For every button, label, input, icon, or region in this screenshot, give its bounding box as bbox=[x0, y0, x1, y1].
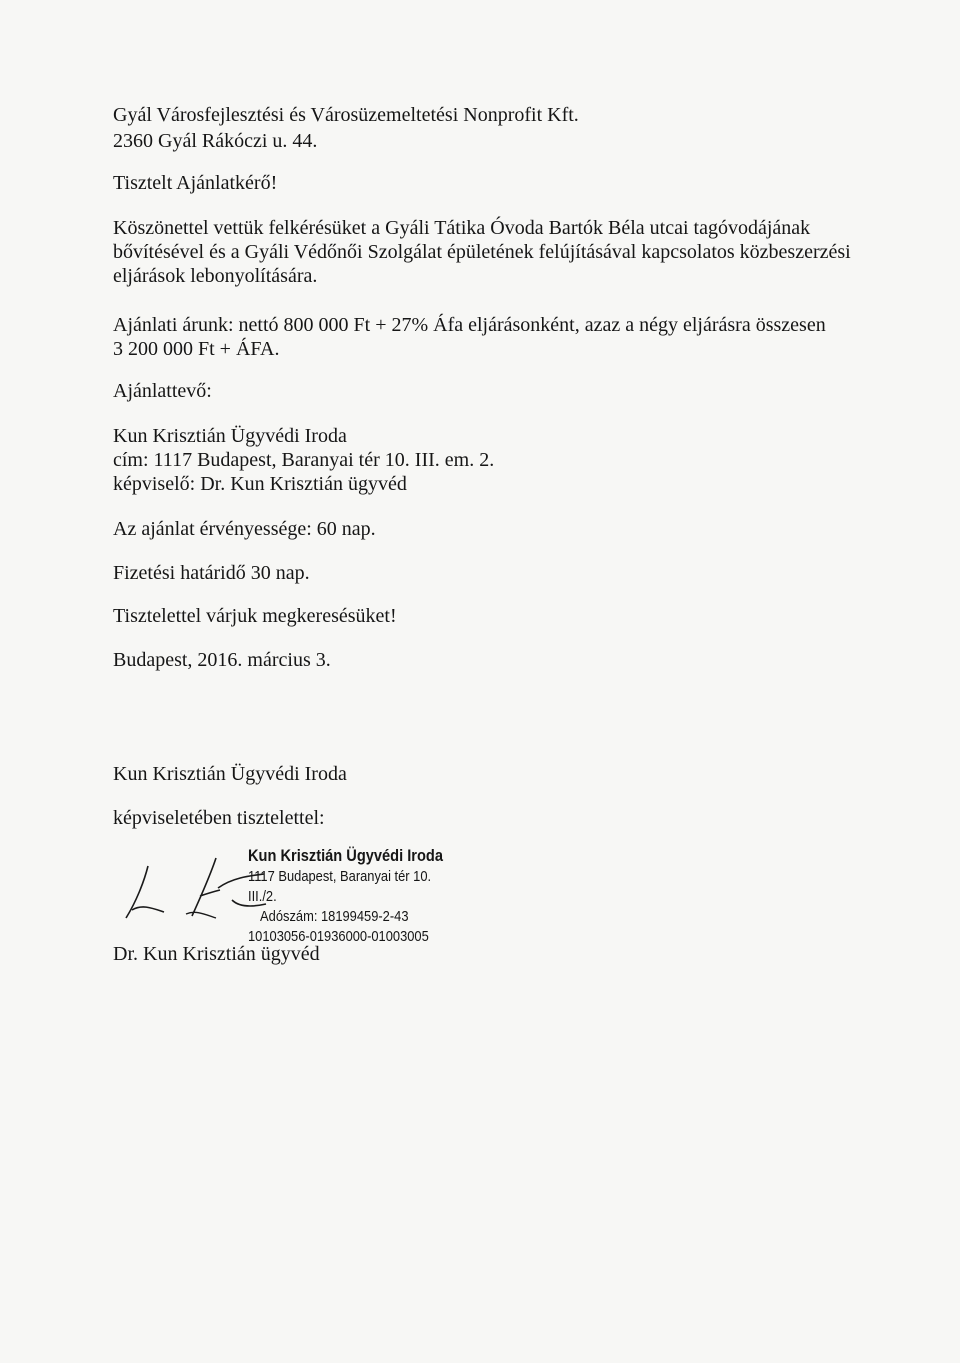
signature-firm: Kun Krisztián Ügyvédi Iroda bbox=[113, 763, 347, 785]
salutation: Tisztelt Ajánlatkérő! bbox=[113, 172, 278, 194]
recipient-address: 2360 Gyál Rákóczi u. 44. bbox=[113, 130, 318, 152]
validity-text: Az ajánlat érvényessége: 60 nap. bbox=[113, 518, 376, 540]
offer-line-1: Ajánlati árunk: nettó 800 000 Ft + 27% Áfa eljárásonként, azaz a négy eljárásra összesen bbox=[113, 314, 826, 336]
bidder-address: cím: 1117 Budapest, Baranyai tér 10. III. em. 2. bbox=[113, 449, 495, 471]
intro-line-1: Köszönettel vettük felkérésüket a Gyáli Tátika Óvoda Bartók Béla utcai tagóvodájának bbox=[113, 217, 811, 239]
stamp-tax-number: Adószám: 18199459-2-43 bbox=[260, 908, 409, 925]
handwritten-signature bbox=[108, 848, 268, 928]
date-text: Budapest, 2016. március 3. bbox=[113, 649, 331, 671]
stamp-office-name: Kun Krisztián Ügyvédi Iroda bbox=[248, 846, 443, 865]
recipient-name: Gyál Városfejlesztési és Városüzemeltetési Nonprofit Kft. bbox=[113, 104, 579, 126]
stamp-bank-account: 10103056-01936000-01003005 bbox=[248, 928, 429, 945]
intro-line-2: bővítésével és a Gyáli Védőnői Szolgálat épületének felújításával kapcsolatos közbeszerzési bbox=[113, 241, 851, 263]
bidder-heading: Ajánlattevő: bbox=[113, 380, 212, 402]
signature-on-behalf: képviseletében tisztelettel: bbox=[113, 807, 325, 829]
intro-line-3: eljárások lebonyolítására. bbox=[113, 265, 318, 287]
office-stamp bbox=[248, 845, 488, 947]
offer-line-2: 3 200 000 Ft + ÁFA. bbox=[113, 338, 280, 360]
bidder-name: Kun Krisztián Ügyvédi Iroda bbox=[113, 425, 347, 447]
closing-text: Tisztelettel várjuk megkeresésüket! bbox=[113, 605, 397, 627]
payment-text: Fizetési határidő 30 nap. bbox=[113, 562, 310, 584]
bidder-representative: képviselő: Dr. Kun Krisztián ügyvéd bbox=[113, 473, 407, 495]
signer-name: Dr. Kun Krisztián ügyvéd bbox=[113, 943, 320, 965]
stamp-address: 1117 Budapest, Baranyai tér 10. III./2. bbox=[248, 868, 432, 905]
